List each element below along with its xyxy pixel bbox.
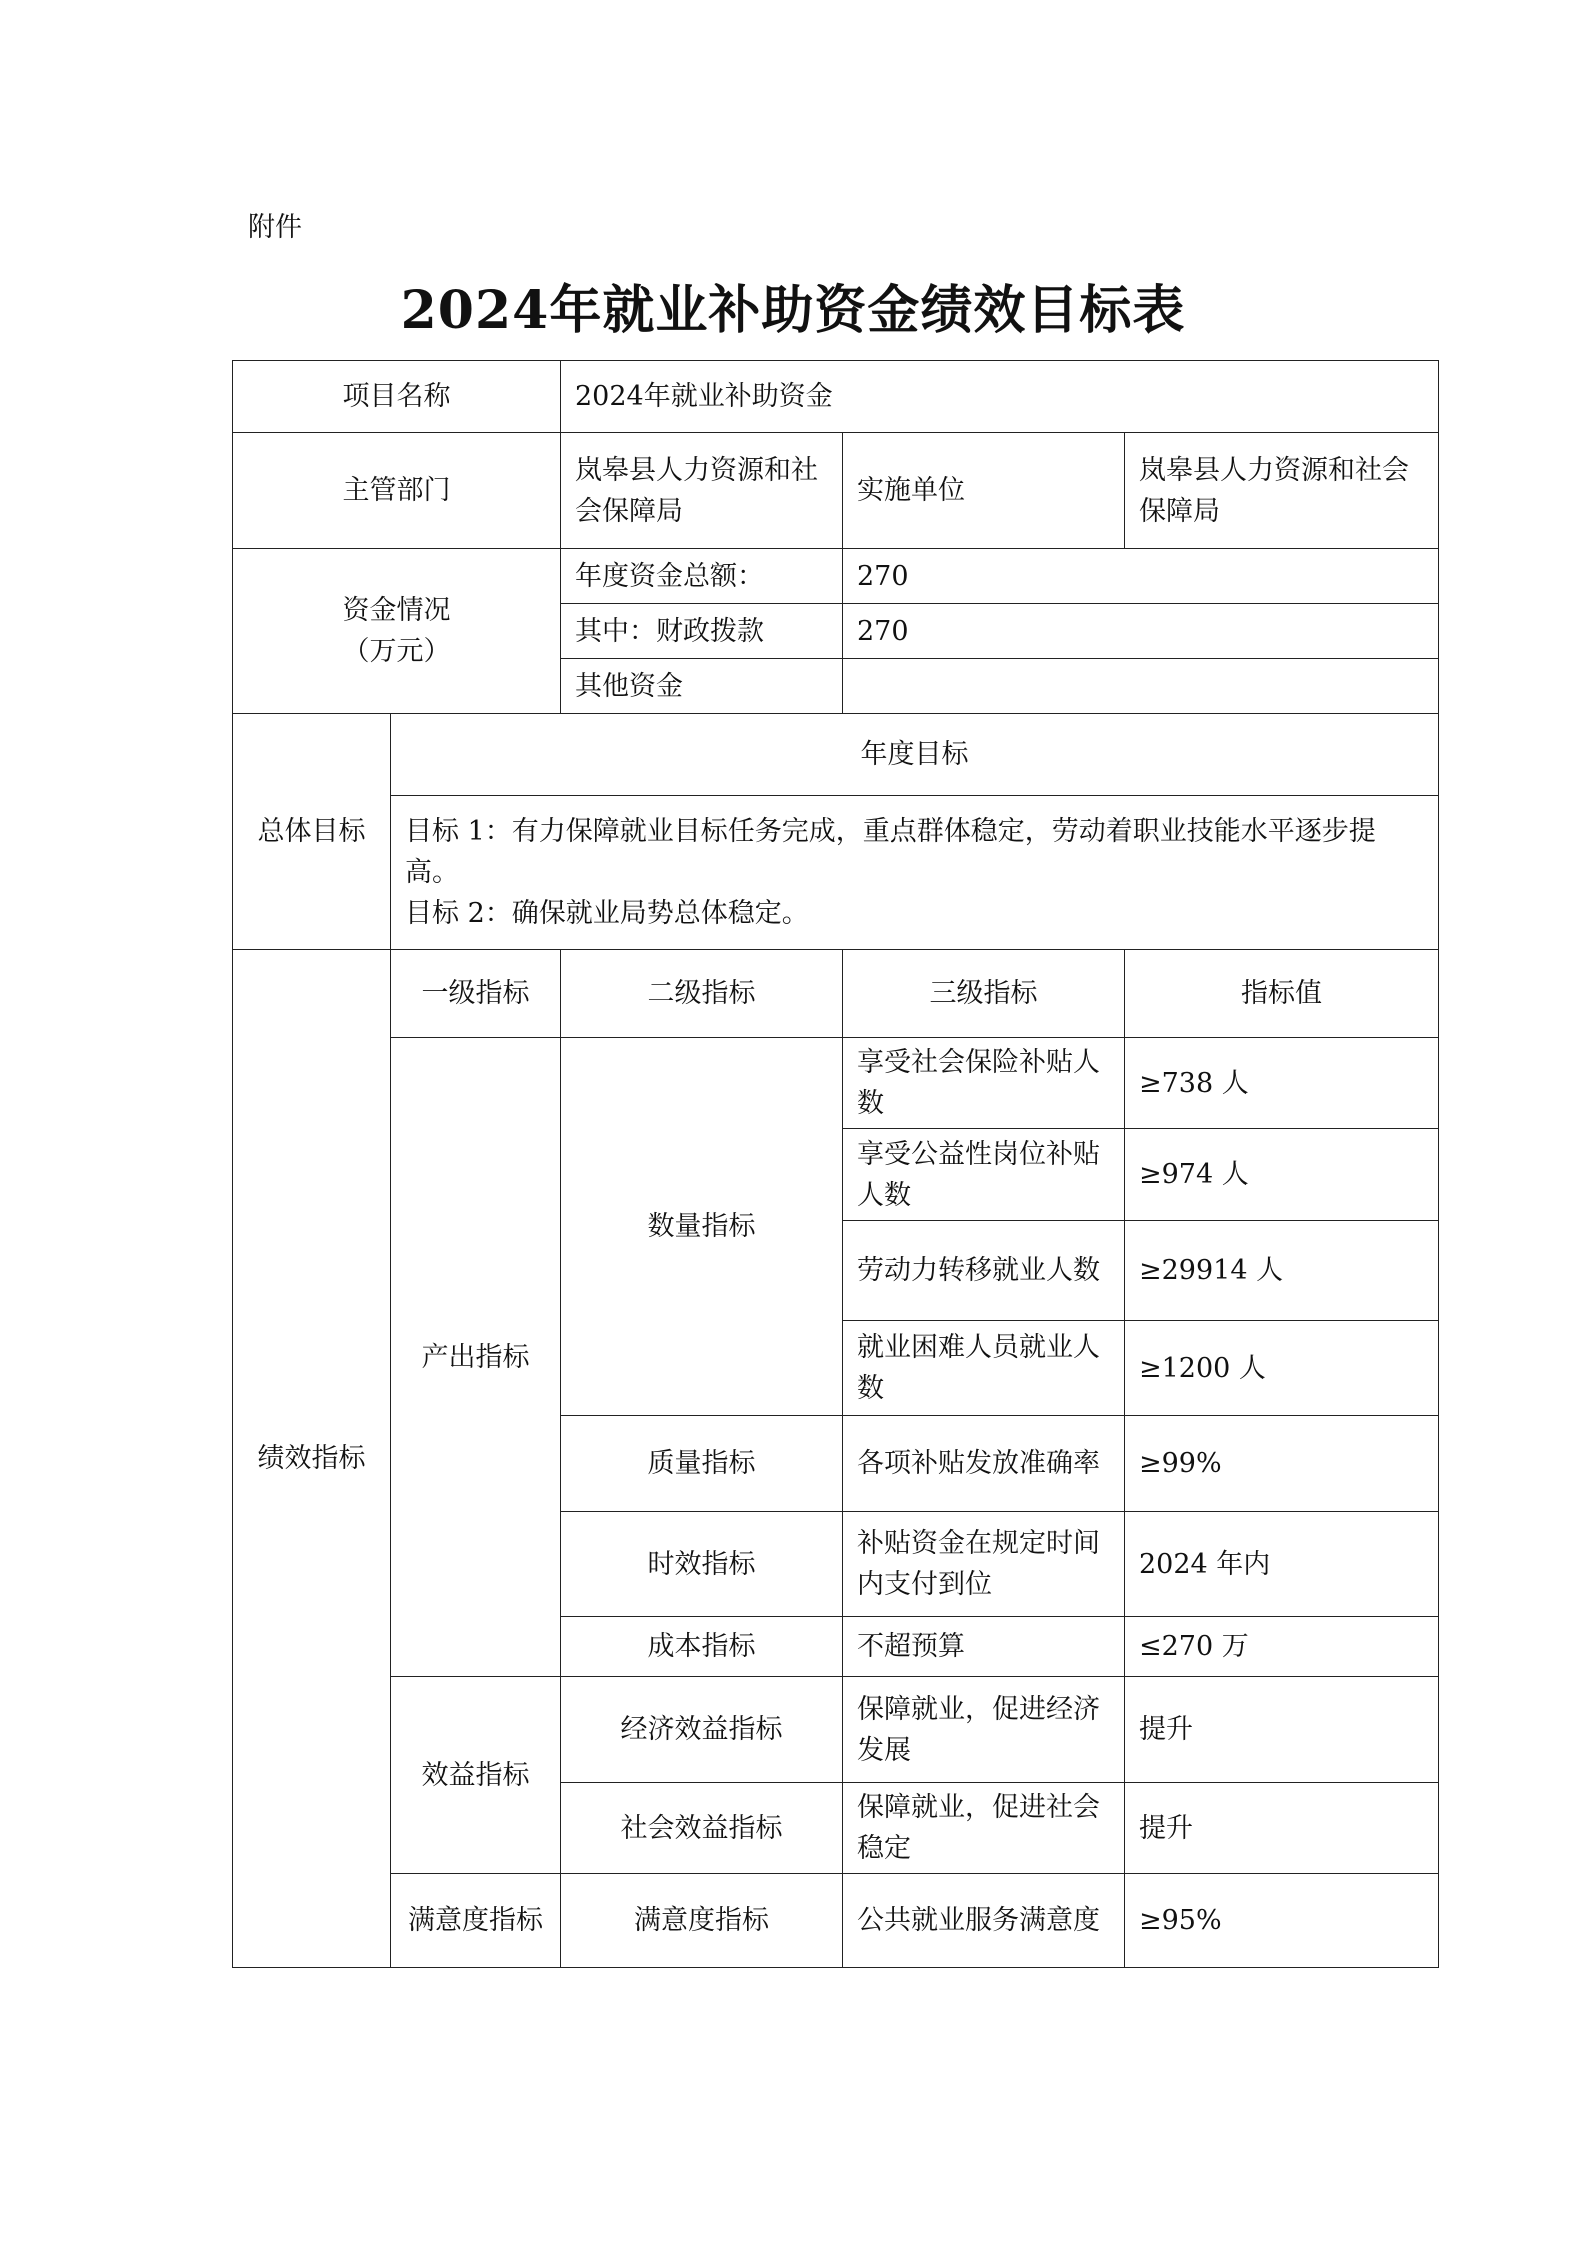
level2-social: 社会效益指标 bbox=[561, 1783, 843, 1874]
header-level3: 三级指标 bbox=[843, 950, 1125, 1038]
funds-fiscal-label: 其中：财政拨款 bbox=[561, 604, 843, 659]
header-value: 指标值 bbox=[1125, 950, 1439, 1038]
indicator-value: ≥1200 人 bbox=[1125, 1321, 1439, 1416]
header-level2: 二级指标 bbox=[561, 950, 843, 1038]
level2-quantity: 数量指标 bbox=[561, 1038, 843, 1416]
level2-timeliness: 时效指标 bbox=[561, 1512, 843, 1617]
funds-label: 资金情况 bbox=[342, 595, 451, 626]
level3-name: 就业困难人员就业人数 bbox=[843, 1321, 1125, 1416]
level3-name: 保障就业，促进社会稳定 bbox=[843, 1783, 1125, 1874]
funds-total-label: 年度资金总额： bbox=[561, 549, 843, 604]
level3-name: 不超预算 bbox=[843, 1617, 1125, 1677]
attachment-label: 附件 bbox=[248, 212, 302, 243]
level2-quality: 质量指标 bbox=[561, 1416, 843, 1512]
level2-cost: 成本指标 bbox=[561, 1617, 843, 1677]
indicator-value: 提升 bbox=[1125, 1783, 1439, 1874]
indicators-label: 绩效指标 bbox=[233, 950, 391, 1968]
level2-economic: 经济效益指标 bbox=[561, 1677, 843, 1783]
funds-unit: （万元） bbox=[342, 636, 451, 667]
funds-other-label: 其他资金 bbox=[561, 659, 843, 714]
dept-value: 岚皋县人力资源和社会保障局 bbox=[561, 433, 843, 549]
funds-total-value: 270 bbox=[843, 549, 1439, 604]
indicator-value: ≥738 人 bbox=[1125, 1038, 1439, 1129]
impl-value: 岚皋县人力资源和社会保障局 bbox=[1125, 433, 1439, 549]
dept-label: 主管部门 bbox=[233, 433, 561, 549]
indicator-header-row bbox=[233, 950, 1439, 1038]
annual-goal-content bbox=[391, 796, 1439, 950]
overall-goal-label: 总体目标 bbox=[233, 714, 391, 950]
level3-name: 补贴资金在规定时间内支付到位 bbox=[843, 1512, 1125, 1617]
performance-target-table bbox=[232, 360, 1439, 1968]
header-level1: 一级指标 bbox=[391, 950, 561, 1038]
indicator-value: ≥99% bbox=[1125, 1416, 1439, 1512]
indicator-value: ≥29914 人 bbox=[1125, 1221, 1439, 1321]
project-name-row bbox=[233, 361, 1439, 433]
overall-goal-row bbox=[233, 796, 1439, 950]
indicator-value: ≤270 万 bbox=[1125, 1617, 1439, 1677]
goal-2: 目标 2：确保就业局势总体稳定。 bbox=[405, 898, 809, 929]
funds-row bbox=[233, 549, 1439, 604]
level3-name: 享受公益性岗位补贴人数 bbox=[843, 1129, 1125, 1221]
level2-satisfaction: 满意度指标 bbox=[561, 1874, 843, 1968]
level3-name: 各项补贴发放准确率 bbox=[843, 1416, 1125, 1512]
indicator-value: ≥974 人 bbox=[1125, 1129, 1439, 1221]
overall-goal-header-row bbox=[233, 714, 1439, 796]
indicator-value: 提升 bbox=[1125, 1677, 1439, 1783]
indicator-row bbox=[233, 1677, 1439, 1783]
document-title: 2024年就业补助资金绩效目标表 bbox=[400, 280, 1186, 341]
level1-benefit: 效益指标 bbox=[391, 1677, 561, 1874]
annual-goal-header: 年度目标 bbox=[391, 714, 1439, 796]
funds-label-cell bbox=[233, 549, 561, 714]
indicator-row bbox=[233, 1874, 1439, 1968]
indicator-row bbox=[233, 1038, 1439, 1129]
goal-1: 目标 1：有力保障就业目标任务完成，重点群体稳定，劳动着职业技能水平逐步提高。 bbox=[405, 816, 1376, 888]
level1-output: 产出指标 bbox=[391, 1038, 561, 1677]
level3-name: 享受社会保险补贴人数 bbox=[843, 1038, 1125, 1129]
funds-other-value bbox=[843, 659, 1439, 714]
level3-name: 公共就业服务满意度 bbox=[843, 1874, 1125, 1968]
level3-name: 劳动力转移就业人数 bbox=[843, 1221, 1125, 1321]
level3-name: 保障就业，促进经济发展 bbox=[843, 1677, 1125, 1783]
impl-label: 实施单位 bbox=[843, 433, 1125, 549]
indicator-value: ≥95% bbox=[1125, 1874, 1439, 1968]
project-name-label: 项目名称 bbox=[233, 361, 561, 433]
indicator-value: 2024 年内 bbox=[1125, 1512, 1439, 1617]
funds-fiscal-value: 270 bbox=[843, 604, 1439, 659]
project-name-value: 2024年就业补助资金 bbox=[561, 361, 1439, 433]
department-row bbox=[233, 433, 1439, 549]
level1-satisfaction: 满意度指标 bbox=[391, 1874, 561, 1968]
